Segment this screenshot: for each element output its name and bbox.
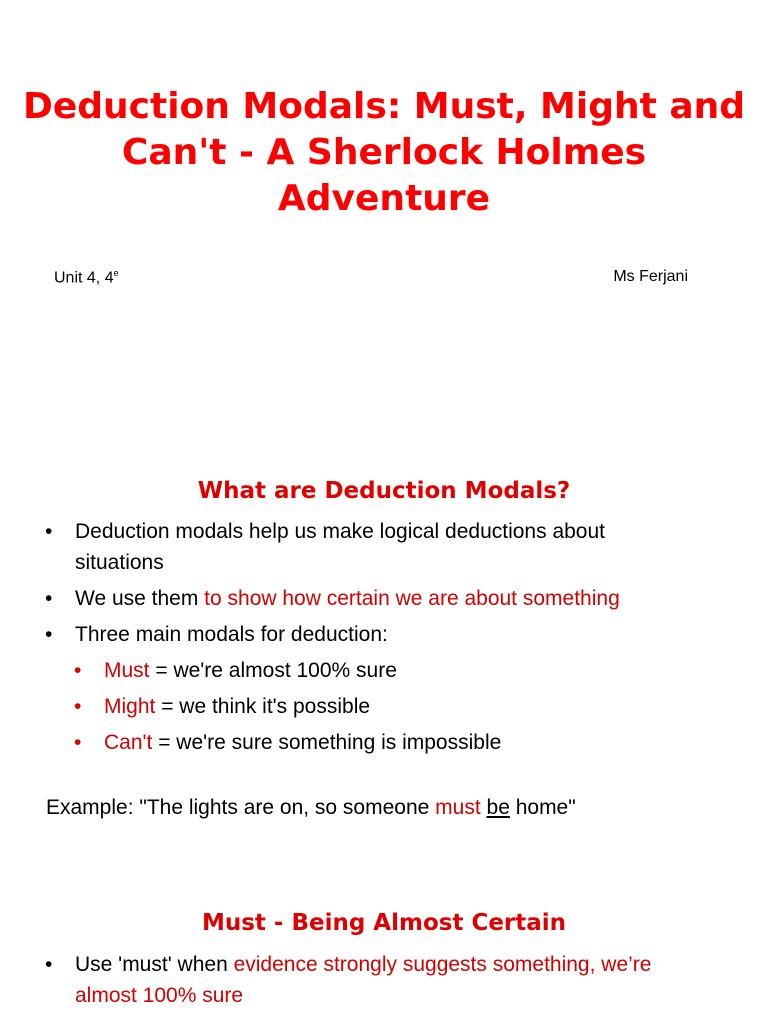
teacher-name: Ms Ferjani — [613, 268, 688, 285]
sub-list-item: • Can't = we're sure something is impossible — [0, 727, 768, 758]
list-item: • Use 'must' when evidence strongly suggests something, we’re almost 100% sure — [0, 949, 768, 1011]
section-heading-must: Must - Being Almost Certain — [201, 910, 567, 936]
sub-list-item: • Must = we're almost 100% sure — [0, 655, 768, 686]
list-item: • We use them to show how certain we are about something — [0, 583, 768, 614]
section-heading-deduction-modals: What are Deduction Modals? — [197, 478, 571, 504]
deduction-modals-list — [0, 516, 768, 763]
must-list — [0, 949, 768, 1016]
list-item: • Three main modals for deduction: — [0, 619, 768, 650]
example-sentence: Example: "The lights are on, so someone must be home" — [46, 796, 576, 819]
unit-label: Unit 4, 4e — [54, 268, 119, 287]
page-title: Deduction Modals: Must, Might and Can't - A Sherlock Holmes Adventure — [22, 86, 746, 219]
sub-list-item: • Might = we think it's possible — [0, 691, 768, 722]
list-item: • Deduction modals help us make logical deductions about situations — [0, 516, 768, 578]
